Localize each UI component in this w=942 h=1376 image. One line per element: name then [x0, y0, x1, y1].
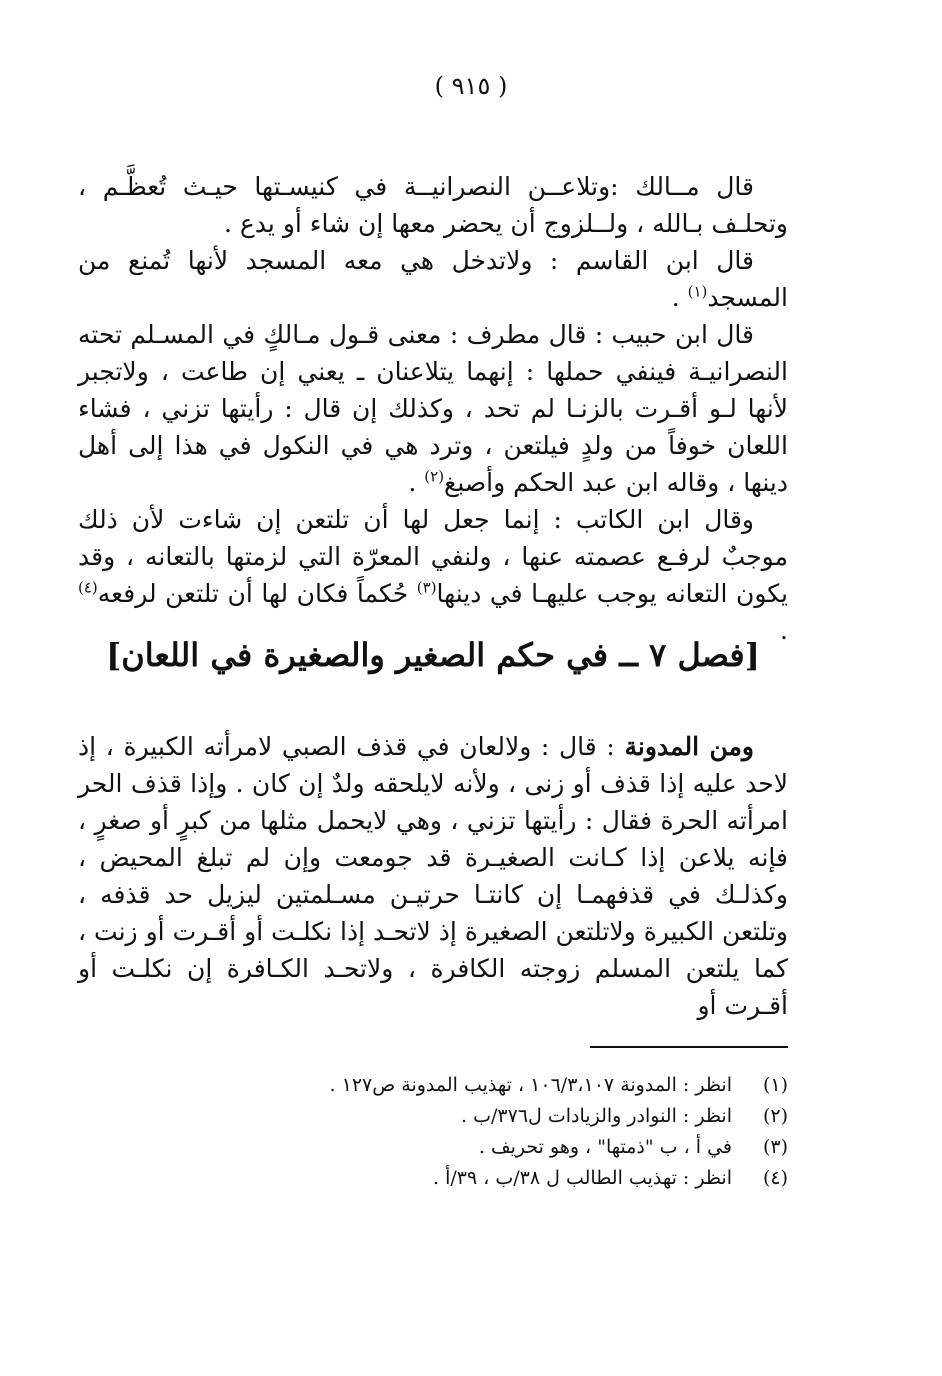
paragraph-ibn-habib-end: .: [408, 468, 425, 497]
paragraph-mudawwana-lead: ومن المدونة: [624, 732, 755, 761]
footnote-text: انظر : تهذيب الطالب ل ٣٨/ب ، ٣٩/أ .: [432, 1167, 732, 1189]
paragraph-ibn-katib-mid: حُكماً فكان لها أن تلتعن لرفعه: [97, 579, 417, 608]
footnote-ref-2: (٢): [424, 467, 445, 486]
paragraph-ibn-katib: [78, 501, 788, 649]
footnote-number: (٢): [762, 1105, 788, 1127]
footnotes: [78, 1070, 788, 1194]
page-number: ( ٩١٥ ): [434, 72, 508, 100]
footnote-item: [78, 1163, 788, 1194]
footnote-number: (١): [762, 1074, 788, 1096]
footnote-text: انظر : المدونة ١٠٦/٣،١٠٧ ، تهذيب المدونة ص١٢٧ .: [329, 1074, 732, 1096]
paragraph-mudawwana-text: : قال : ولالعان في قذف الصبي لامرأته الكبيرة ، إذ لاحد عليه إذا قذف أو زنى ، ولأنه لايلحقه ولدٌ إن كان . وإذا قذف الحر امرأته الحرة فقال : رأيتها تزني ، وهي لايحمل مثلها من كبرٍ أو صغرٍ ، فإنه يلاعن إذا كـانت الصغيـرة قد جومعت وإن لم تبلغ المحيض ، وكذلـك في قذفهمـا إن كانتـا حرتيـن مسـلمتين ليزيل حد قذفه ، وتلتعن الكبيرة ولاتلتعن الصغيرة إذ لاتحـد إذا نكلـت أو أقـرت أو زنت ، كما يلتعن المسلم زوجته الكافرة ، ولاتحـد الكـافرة إن نكلـت أو أقـرت أو: [78, 732, 788, 1020]
footnote-ref-4: (٤): [78, 578, 98, 597]
paragraph-ibn-qasim-end: .: [671, 283, 688, 312]
section-body-2: [78, 728, 788, 1024]
paragraph-ibn-katib-end: .: [780, 616, 788, 645]
footnote-text: في أ ، ب "ذمتها" ، وهو تحريف .: [478, 1136, 732, 1158]
footnote-number: (٣): [762, 1136, 788, 1158]
footnote-item: [78, 1132, 788, 1163]
paragraph-malik-text: قال مــالك :وتلاعــن النصرانيــة في كنيسـتها حيـث تُعظَّـم ، وتحلـف بـالله ، ولــلزوج أن يحضر معها إن شاء أو يدع .: [78, 172, 788, 238]
footnote-divider: [590, 1046, 788, 1048]
paragraph-ibn-habib: [78, 316, 788, 501]
footnote-ref-3: (٣): [416, 578, 437, 597]
paragraph-ibn-qasim-text: قال ابن القاسم : ولاتدخل هي معه المسجد لأنها تُمنع من المسجد: [78, 246, 788, 312]
section-body-1: [78, 168, 788, 649]
footnote-text: انظر : النوادر والزيادات ل٣٧٦/ب .: [461, 1105, 732, 1127]
section-heading: [فصل ٧ ــ في حكم الصغير والصغيرة في اللعان]: [106, 636, 760, 674]
footnote-item: [78, 1070, 788, 1101]
footnote-item: [78, 1101, 788, 1132]
paragraph-mudawwana: [78, 728, 788, 1024]
paragraph-ibn-qasim: [78, 242, 788, 316]
paragraph-ibn-katib-text: وقال ابن الكاتب : إنما جعل لها أن تلتعن إن شاءت لأن ذلك موجبٌ لرفـع عصمته عنها ، ولنفي المعرّة التي لزمتها بالتعانه ، وقد يكون التعانه يوجب عليهـا في دينها: [78, 505, 788, 608]
footnote-number: (٤): [762, 1167, 788, 1189]
footnote-ref-1: (١): [687, 282, 708, 301]
paragraph-ibn-habib-text: قال ابن حبيب : قال مطرف : معنى قـول مـالكٍ في المسـلم تحته النصرانيـة فينفي حملها : إنهما يتلاعنان ـ يعني إن طاعت ، ولاتجبر لأنها لـو أقـرت بالزنـا لم تحد ، وكذلك إن قال : رأيتها تزني ، فشاء اللعان خوفاً من ولدٍ فيلتعن ، وترد هي في النكول في هذا إلى أهل دينها ، وقاله ابن عبد الحكم وأصبغ: [78, 320, 788, 497]
paragraph-malik: [78, 168, 788, 242]
